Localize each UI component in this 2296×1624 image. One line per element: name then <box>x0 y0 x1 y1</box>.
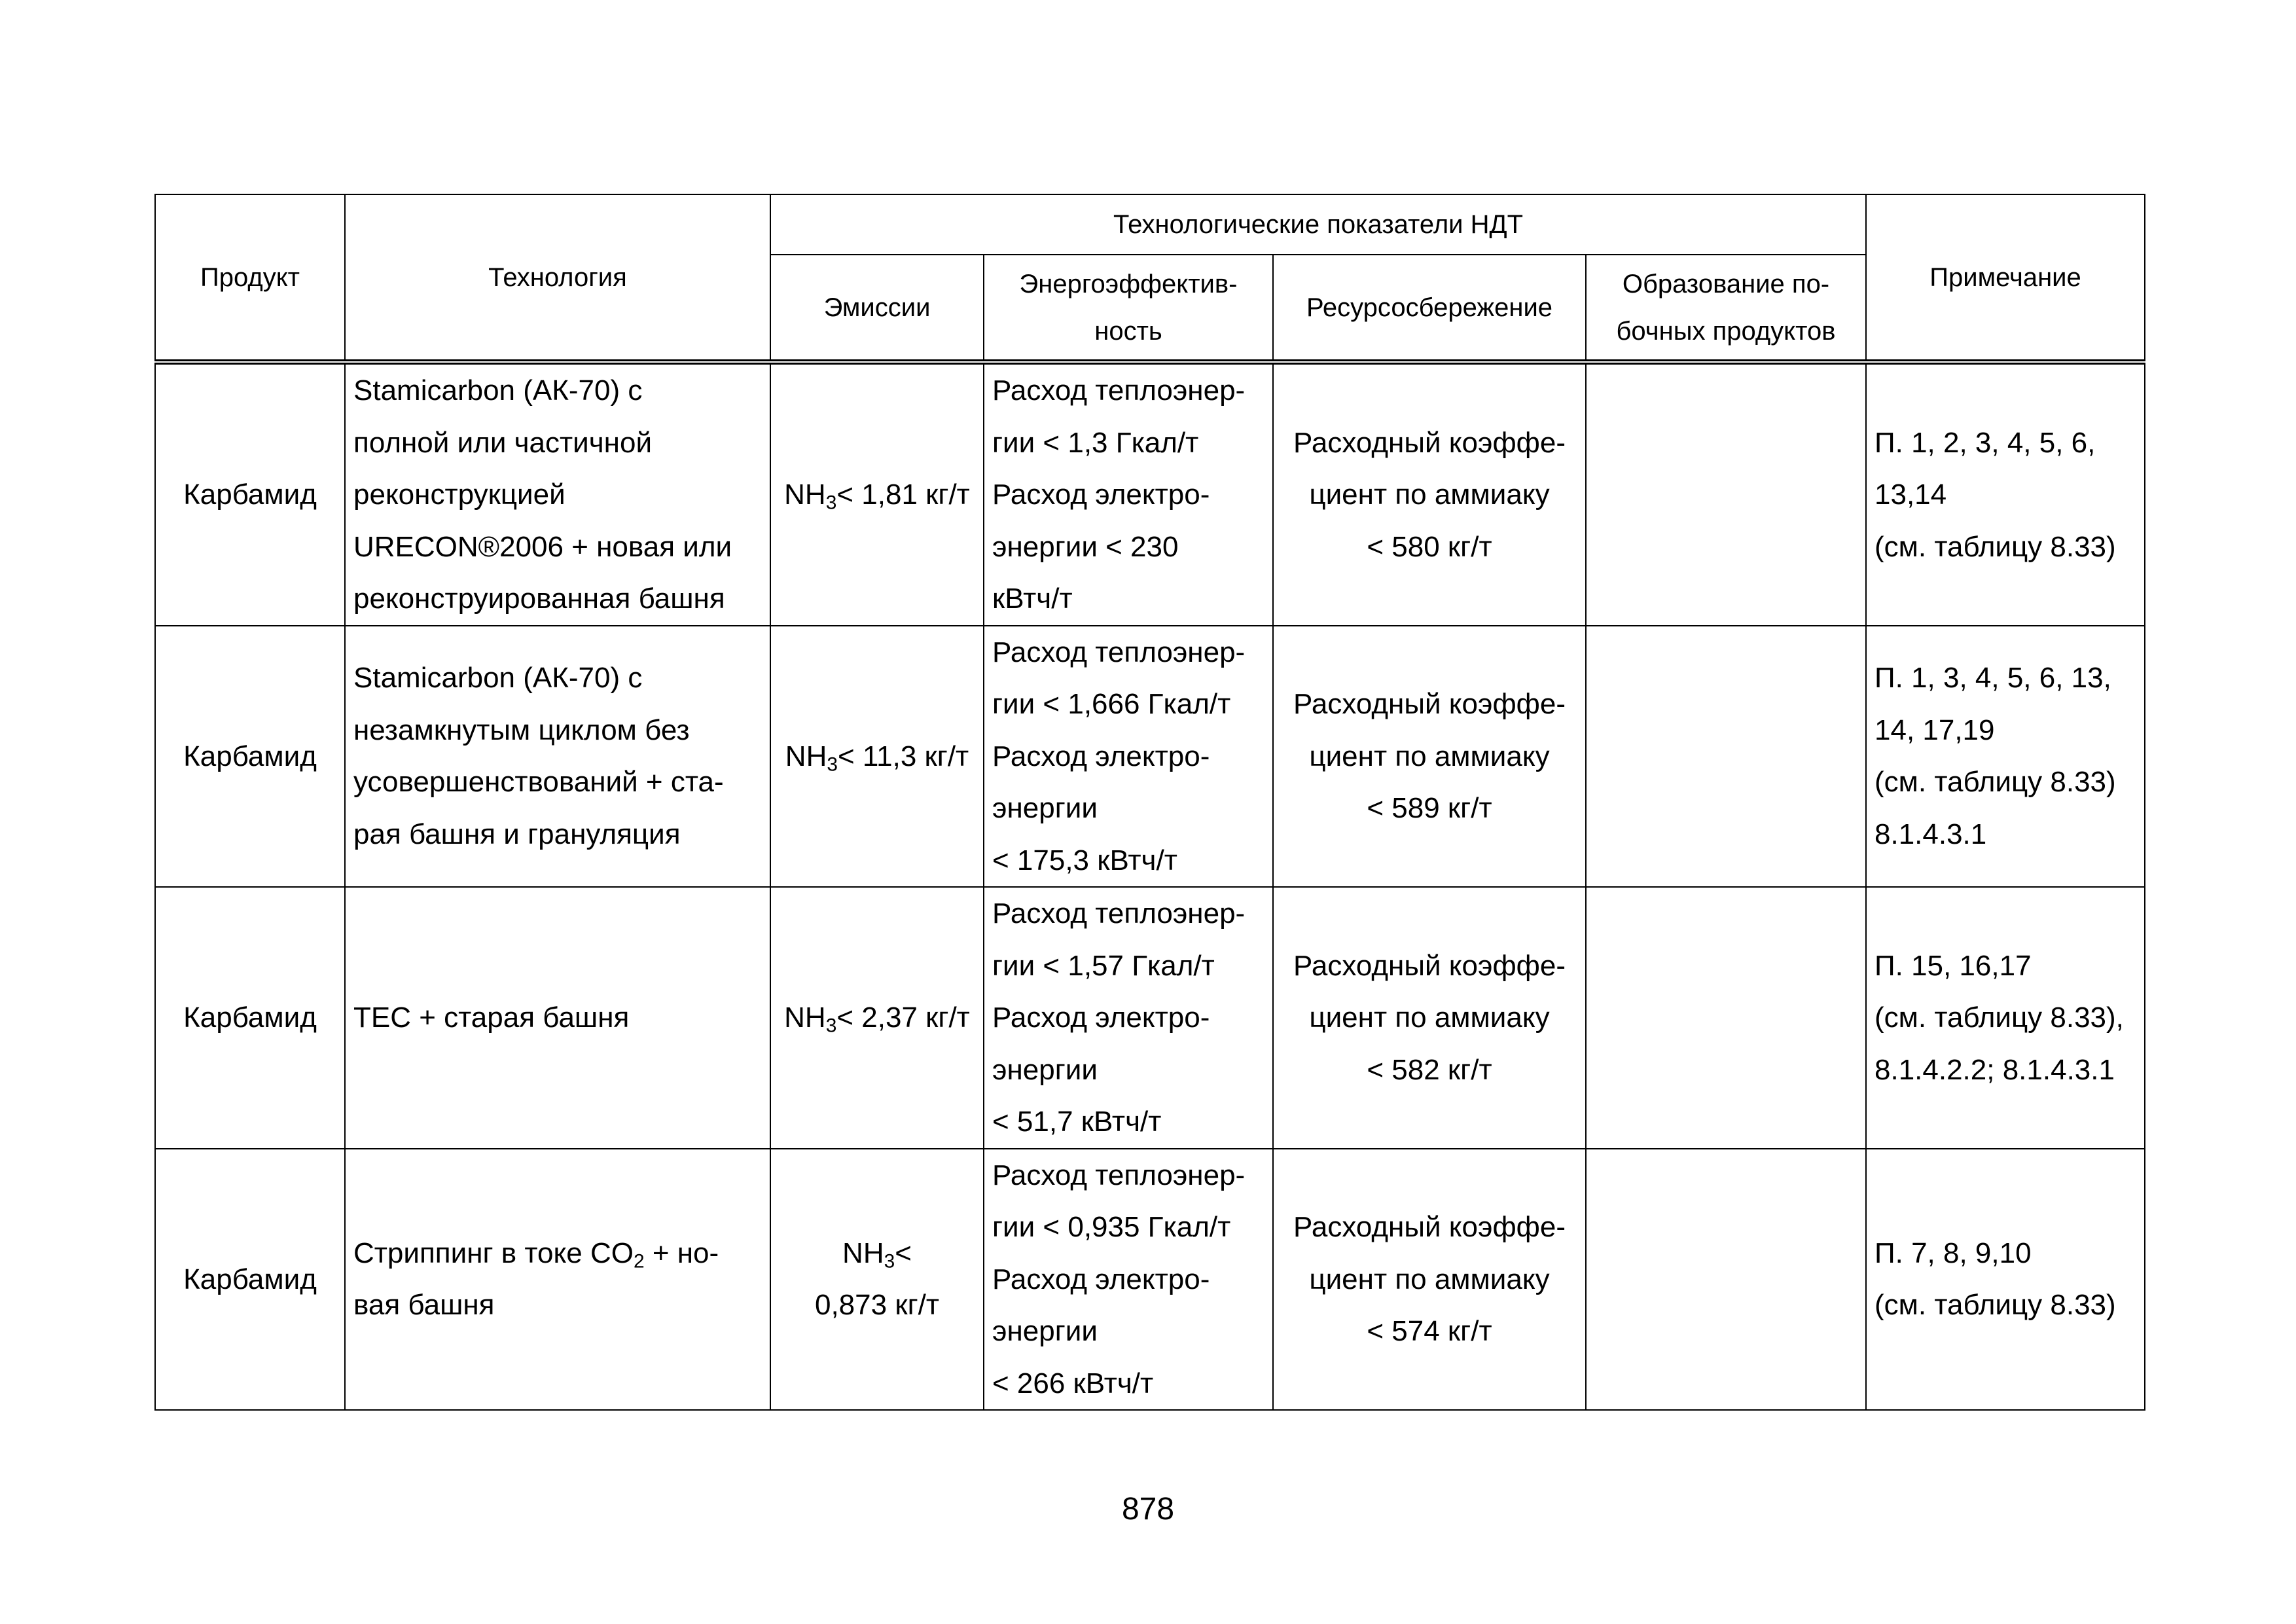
technology-line: реконструкцией <box>353 478 565 511</box>
bat-indicators-table <box>154 194 2145 1411</box>
header-product: Продукт <box>155 194 345 362</box>
resource-line: Расходный коэффе- <box>1293 688 1566 720</box>
emissions-cell <box>770 887 984 1149</box>
emissions-cell <box>770 626 984 888</box>
header-energy-efficiency-line: Энергоэффектив- <box>1019 269 1238 298</box>
byproducts-cell <box>1586 626 1866 888</box>
byproducts-cell <box>1586 887 1866 1149</box>
resource-cell <box>1273 626 1586 888</box>
table-row <box>155 887 2145 1149</box>
energy-line: Расход электро- <box>992 478 1210 511</box>
header-indicators-group: Технологические показатели НДТ <box>770 194 1866 255</box>
emissions-cell <box>770 362 984 626</box>
resource-line: < 580 кг/т <box>1367 530 1492 563</box>
byproducts-cell <box>1586 1149 1866 1411</box>
table-row <box>155 1149 2145 1411</box>
resource-line: < 589 кг/т <box>1367 792 1492 824</box>
emission-line <box>774 1227 980 1280</box>
technology-text: + но- <box>644 1236 719 1269</box>
byproducts-cell <box>1586 362 1866 626</box>
header-byproducts-line: Образование по- <box>1622 269 1830 298</box>
emission-subscript: 3 <box>825 1015 837 1037</box>
emission-value: < 1,81 кг/т <box>836 478 970 511</box>
technology-line: URECON®2006 + новая или <box>353 530 732 563</box>
energy-line: гии < 1,57 Гкал/т <box>992 949 1215 982</box>
energy-line: < 266 кВтч/т <box>992 1367 1154 1399</box>
note-line: (см. таблицу 8.33), <box>1874 1001 2124 1034</box>
note-line: (см. таблицу 8.33) <box>1874 530 2116 563</box>
resource-line: Расходный коэффе- <box>1293 1211 1566 1243</box>
technology-line: Stamicarbon (АК-70) с <box>353 374 643 406</box>
note-cell <box>1866 1149 2145 1411</box>
technology-line: Stamicarbon (АК-70) с <box>353 662 643 695</box>
energy-line: гии < 0,935 Гкал/т <box>992 1211 1231 1243</box>
technology-line <box>353 1227 762 1280</box>
energy-line: энергии <box>992 792 1098 824</box>
resource-line: циент по аммиаку <box>1309 1001 1550 1034</box>
header-energy-efficiency-line: ность <box>1094 316 1162 346</box>
resource-cell <box>1273 1149 1586 1411</box>
emission-value: < 11,3 кг/т <box>838 740 969 772</box>
resource-cell <box>1273 362 1586 626</box>
header-note: Примечание <box>1866 194 2145 362</box>
technology-line: полной или частичной <box>353 426 653 459</box>
emission-value: < <box>895 1236 912 1269</box>
note-cell <box>1866 362 2145 626</box>
header-technology: Технология <box>345 194 770 362</box>
note-line: 13,14 <box>1874 478 1947 511</box>
note-cell <box>1866 626 2145 888</box>
technology-line: ТЕС + старая башня <box>353 1001 630 1034</box>
note-line: (см. таблицу 8.33) <box>1874 766 2116 799</box>
technology-line: реконструированная башня <box>353 583 725 615</box>
emissions-cell <box>770 1149 984 1411</box>
note-line: П. 7, 8, 9,10 <box>1874 1236 2032 1269</box>
energy-line: Расход электро- <box>992 740 1210 772</box>
emission-subscript: 3 <box>884 1250 895 1272</box>
resource-cell <box>1273 887 1586 1149</box>
technology-subscript: 2 <box>633 1250 645 1272</box>
emission-subscript: 3 <box>827 753 838 775</box>
product-cell: Карбамид <box>155 887 345 1149</box>
energy-line: Расход теплоэнер- <box>992 374 1246 406</box>
technology-line: вая башня <box>353 1289 495 1322</box>
technology-cell <box>345 362 770 626</box>
emission-formula: NH <box>785 740 827 772</box>
energy-cell <box>984 362 1273 626</box>
note-line: 8.1.4.3.1 <box>1874 818 1987 850</box>
energy-line: кВтч/т <box>992 583 1073 615</box>
energy-cell <box>984 887 1273 1149</box>
header-resource-saving: Ресурсосбережение <box>1273 255 1586 362</box>
energy-line: энергии <box>992 1053 1098 1086</box>
emission-formula: NH <box>784 1001 826 1034</box>
note-line: 8.1.4.2.2; 8.1.4.3.1 <box>1874 1053 2115 1086</box>
technology-line: рая башня и грануляция <box>353 818 681 850</box>
energy-line: < 51,7 кВтч/т <box>992 1106 1162 1138</box>
header-emissions: Эмиссии <box>770 255 984 362</box>
technology-cell <box>345 1149 770 1411</box>
technology-cell <box>345 626 770 888</box>
energy-cell <box>984 626 1273 888</box>
energy-line: Расход теплоэнер- <box>992 1159 1246 1191</box>
resource-line: циент по аммиаку <box>1309 478 1550 511</box>
emission-value: < 2,37 кг/т <box>836 1001 970 1034</box>
emission-formula: NH <box>842 1236 884 1269</box>
technology-line: незамкнутым циклом без <box>353 713 690 746</box>
product-cell: Карбамид <box>155 626 345 888</box>
resource-line: < 582 кг/т <box>1367 1053 1492 1086</box>
emission-line: 0,873 кг/т <box>814 1289 939 1322</box>
product-cell: Карбамид <box>155 362 345 626</box>
table-row <box>155 626 2145 888</box>
header-byproducts <box>1586 255 1866 362</box>
energy-cell <box>984 1149 1273 1411</box>
header-energy-efficiency <box>984 255 1273 362</box>
technology-line: усовершенствований + ста- <box>353 766 724 799</box>
energy-line: Расход теплоэнер- <box>992 897 1246 929</box>
resource-line: Расходный коэффе- <box>1293 949 1566 982</box>
energy-line: гии < 1,3 Гкал/т <box>992 426 1199 459</box>
resource-line: < 574 кг/т <box>1367 1315 1492 1347</box>
energy-line: Расход электро- <box>992 1263 1210 1295</box>
note-line: П. 1, 3, 4, 5, 6, 13, <box>1874 662 2111 695</box>
energy-line: < 175,3 кВтч/т <box>992 844 1177 876</box>
resource-line: циент по аммиаку <box>1309 1263 1550 1295</box>
note-line: П. 15, 16,17 <box>1874 949 2032 982</box>
emission-formula: NH <box>784 478 826 511</box>
energy-line: гии < 1,666 Гкал/т <box>992 688 1231 720</box>
table-row <box>155 362 2145 626</box>
note-cell <box>1866 887 2145 1149</box>
technology-cell <box>345 887 770 1149</box>
note-line: П. 1, 2, 3, 4, 5, 6, <box>1874 426 2096 459</box>
energy-line: Расход электро- <box>992 1001 1210 1034</box>
header-byproducts-line: бочных продуктов <box>1616 316 1836 346</box>
note-line: (см. таблицу 8.33) <box>1874 1289 2116 1322</box>
energy-line: энергии < 230 <box>992 530 1179 563</box>
emission-subscript: 3 <box>825 492 837 514</box>
energy-line: энергии <box>992 1315 1098 1347</box>
energy-line: Расход теплоэнер- <box>992 636 1246 668</box>
product-cell: Карбамид <box>155 1149 345 1411</box>
page-number: 878 <box>1121 1492 1175 1526</box>
note-line: 14, 17,19 <box>1874 713 1995 746</box>
resource-line: циент по аммиаку <box>1309 740 1550 772</box>
technology-text: Стриппинг в токе CO <box>353 1236 634 1269</box>
resource-line: Расходный коэффе- <box>1293 426 1566 459</box>
